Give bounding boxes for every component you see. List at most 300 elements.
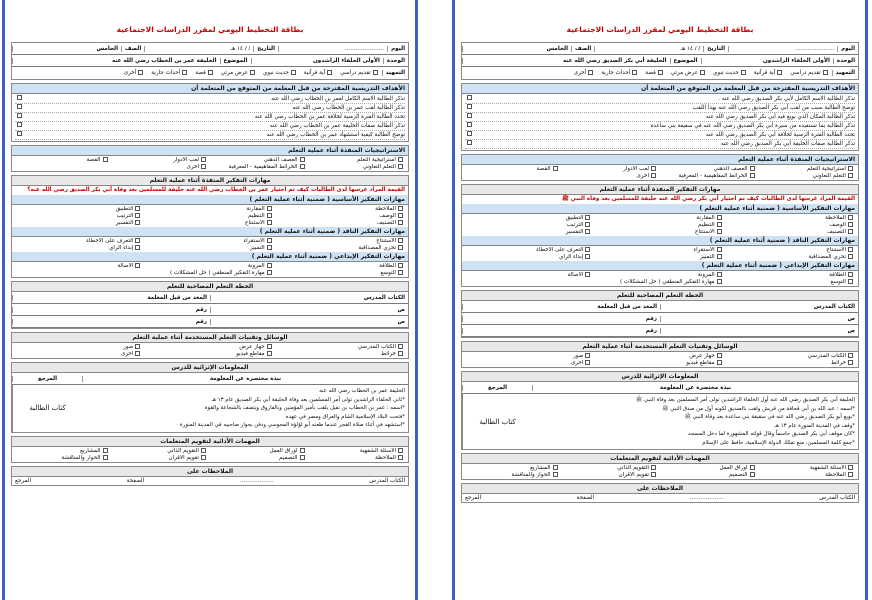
option-label: الطلاقة: [829, 272, 846, 278]
checkbox-icon[interactable]: [398, 164, 403, 169]
card-title: بطاقة التخطيط اليومي لمقرر الدراسات الاجتماعية: [116, 25, 304, 34]
checkbox-icon[interactable]: [138, 70, 143, 75]
option-label: التصميم: [729, 472, 748, 478]
option-item[interactable]: [596, 229, 723, 235]
option-item[interactable]: [790, 70, 829, 76]
checkbox-icon[interactable]: [267, 238, 272, 243]
assessment-options: [462, 464, 858, 479]
checkbox-icon[interactable]: [300, 455, 305, 460]
checkbox-icon[interactable]: [398, 270, 403, 275]
option-label: لعب الأدوار: [173, 157, 199, 163]
option-item[interactable]: [662, 472, 757, 478]
checkbox-icon[interactable]: [135, 245, 140, 250]
topic-value[interactable]: الخليفة أبي بكر الصديق رضي الله عنه: [462, 58, 670, 64]
option-item[interactable]: [278, 238, 405, 244]
option-item[interactable]: [15, 220, 142, 226]
page-ref[interactable]: ص: [660, 316, 858, 322]
option-item[interactable]: [761, 166, 856, 172]
option-item[interactable]: [15, 344, 142, 350]
option-item[interactable]: [671, 70, 707, 76]
number-ref[interactable]: رقم: [12, 319, 210, 325]
option-item[interactable]: [278, 245, 405, 251]
checkbox-icon[interactable]: [398, 220, 403, 225]
option-item[interactable]: [15, 448, 110, 454]
option-item[interactable]: [596, 272, 723, 278]
option-item[interactable]: [114, 455, 209, 461]
header-section: [461, 42, 859, 80]
checkbox-icon[interactable]: [848, 247, 853, 252]
option-item[interactable]: [761, 173, 856, 179]
option-item[interactable]: [278, 270, 405, 276]
checkbox-icon[interactable]: [398, 245, 403, 250]
option-item[interactable]: [761, 465, 856, 471]
checkbox-icon[interactable]: [300, 448, 305, 453]
checkbox-icon[interactable]: [823, 70, 828, 75]
checkbox-icon[interactable]: [267, 220, 272, 225]
notes-dots[interactable]: ...................: [689, 495, 724, 501]
option-item[interactable]: [728, 215, 855, 221]
unit-value[interactable]: الأولى الخلفاء الراشدون: [701, 58, 833, 64]
option-item[interactable]: [340, 70, 379, 76]
option-item[interactable]: [146, 351, 273, 357]
option-item[interactable]: [278, 220, 405, 226]
strategies-section: [461, 154, 859, 181]
date-label: التاريخ: [253, 46, 278, 52]
checkbox-icon[interactable]: [398, 455, 403, 460]
option-item[interactable]: [195, 70, 215, 76]
option-item[interactable]: [146, 206, 273, 212]
checkbox-icon[interactable]: [135, 238, 140, 243]
option-item[interactable]: [304, 70, 334, 76]
option-label: قصة: [645, 70, 656, 76]
checkbox-icon[interactable]: [717, 279, 722, 284]
checkbox-icon[interactable]: [848, 272, 853, 277]
option-label: الاستقراء: [243, 238, 265, 244]
objective-text: تذكر الطالبة صفات الخليفة عمر بن الخطاب رضي الله عنه: [269, 123, 405, 129]
strategies-options: [462, 165, 858, 180]
option-item[interactable]: [465, 247, 592, 253]
option-item[interactable]: [15, 245, 142, 251]
checkbox-icon[interactable]: [201, 455, 206, 460]
checkbox-icon[interactable]: [717, 272, 722, 277]
option-label: الاستنتاج: [694, 229, 715, 235]
option-label: صور: [123, 344, 134, 350]
option-item[interactable]: [564, 166, 659, 172]
option-item[interactable]: [728, 229, 855, 235]
accompanying-row: [462, 325, 858, 337]
checkbox-icon[interactable]: [750, 166, 755, 171]
unit-label: الوحدة: [833, 58, 858, 64]
critical-skills-title: مهارات التفكير الناقد ( ضمنية أثناء عملية التعلم ): [12, 227, 408, 237]
option-item[interactable]: [596, 215, 723, 221]
checkbox-icon[interactable]: [398, 206, 403, 211]
day-label: اليوم: [837, 46, 858, 52]
checkbox-icon[interactable]: [467, 140, 472, 145]
option-label: التمييز: [250, 245, 265, 251]
checkbox-icon[interactable]: [208, 70, 213, 75]
option-item[interactable]: [465, 272, 592, 278]
option-label: عرض مرئي: [670, 70, 699, 76]
thinking-title: مهارات التفكير المنفذة أثناء عملية التعلم: [462, 185, 858, 195]
critical-skills: [12, 237, 408, 252]
option-item[interactable]: [596, 279, 723, 285]
page-ref[interactable]: ص: [210, 319, 408, 325]
accompanying-rows: [462, 313, 858, 337]
option-label: الحوار والمناقشة: [511, 472, 551, 478]
checkbox-icon[interactable]: [300, 157, 305, 162]
option-label: الترتيب: [116, 213, 134, 219]
option-label: حديث نبوي: [263, 70, 289, 76]
checkbox-icon[interactable]: [135, 263, 140, 268]
option-item[interactable]: [212, 164, 307, 170]
checkbox-icon[interactable]: [267, 213, 272, 218]
option-label: التوسع: [380, 270, 396, 276]
option-item[interactable]: [564, 173, 659, 179]
critical-skills: [462, 246, 858, 261]
checkbox-icon[interactable]: [135, 220, 140, 225]
checkbox-icon[interactable]: [17, 131, 22, 136]
checkbox-icon[interactable]: [848, 254, 853, 259]
option-item[interactable]: [761, 472, 856, 478]
option-item[interactable]: [596, 353, 723, 359]
enrichment-body: [12, 385, 408, 432]
checkbox-icon[interactable]: [658, 70, 663, 75]
date-value[interactable]: / / ١٤ هـ: [144, 46, 253, 52]
option-item[interactable]: [465, 229, 592, 235]
checkbox-icon[interactable]: [632, 70, 637, 75]
option-item[interactable]: [728, 279, 855, 285]
checkbox-icon[interactable]: [467, 104, 472, 109]
checkbox-icon[interactable]: [135, 351, 140, 356]
page-ref[interactable]: ص: [210, 307, 408, 313]
option-item[interactable]: [662, 166, 757, 172]
value-question: القيمة المراد غرسها لدى الطالبات كيف تم اختيار أبي بكر رضي الله عنه خليفة للمسلمين بعد وفاة النبي ﷺ: [561, 196, 855, 202]
option-item[interactable]: [15, 351, 142, 357]
checkbox-icon[interactable]: [585, 247, 590, 252]
checkbox-icon[interactable]: [585, 254, 590, 259]
option-label: حديث نبوي: [713, 70, 739, 76]
option-label: جهاز عرض: [689, 353, 715, 359]
option-label: الأصالة: [567, 272, 584, 278]
option-item[interactable]: [278, 351, 405, 357]
checkbox-icon[interactable]: [553, 472, 558, 477]
option-item[interactable]: [311, 455, 406, 461]
checkbox-icon[interactable]: [467, 122, 472, 127]
checkbox-icon[interactable]: [17, 122, 22, 127]
option-item[interactable]: [263, 70, 298, 76]
option-label: التصنيف: [827, 229, 846, 235]
unit-value[interactable]: الأولى الخلفاء الراشدون: [251, 58, 383, 64]
thinking-section: [461, 184, 859, 287]
checkbox-icon[interactable]: [135, 206, 140, 211]
checkbox-icon[interactable]: [398, 157, 403, 162]
day-value[interactable]: ......................: [728, 46, 837, 52]
checkbox-icon[interactable]: [700, 70, 705, 75]
accompanying-cols: [12, 292, 408, 304]
option-item[interactable]: [596, 247, 723, 253]
option-item[interactable]: [465, 222, 592, 228]
option-item[interactable]: [114, 157, 209, 163]
checkbox-icon[interactable]: [398, 263, 403, 268]
checkbox-icon[interactable]: [267, 351, 272, 356]
checkbox-icon[interactable]: [267, 245, 272, 250]
checkbox-icon[interactable]: [103, 448, 108, 453]
option-item[interactable]: [146, 245, 273, 251]
checkbox-icon[interactable]: [717, 247, 722, 252]
checkbox-icon[interactable]: [17, 95, 22, 100]
checkbox-icon[interactable]: [848, 279, 853, 284]
page-ref[interactable]: ص: [660, 328, 858, 334]
topic-value[interactable]: الخليفة عمر بن الخطاب رضي الله عنه: [12, 58, 220, 64]
checkbox-icon[interactable]: [585, 360, 590, 365]
checkbox-icon[interactable]: [848, 215, 853, 220]
accompanying-col1: الكتاب المدرس: [210, 295, 408, 301]
option-item[interactable]: [596, 360, 723, 366]
option-item[interactable]: [465, 353, 592, 359]
option-item[interactable]: [146, 213, 273, 219]
option-item[interactable]: [146, 238, 273, 244]
assessment-section: [11, 436, 409, 463]
option-item[interactable]: [311, 157, 406, 163]
checkbox-icon[interactable]: [717, 229, 722, 234]
option-item[interactable]: [465, 254, 592, 260]
tools-options: [462, 352, 858, 367]
option-label: الخرائط المفاهيمية - المعرفية: [228, 164, 298, 170]
notes-row: [462, 494, 858, 502]
checkbox-icon[interactable]: [398, 351, 403, 356]
option-item[interactable]: [151, 70, 189, 76]
checkbox-icon[interactable]: [398, 238, 403, 243]
option-item[interactable]: [124, 70, 145, 76]
option-label: جهاز عرض: [239, 344, 265, 350]
option-item[interactable]: [15, 213, 142, 219]
notes-page-label: الصفحة: [126, 477, 145, 484]
header-row-2: [12, 55, 408, 67]
option-item[interactable]: [574, 70, 595, 76]
option-item[interactable]: [146, 344, 273, 350]
objective-item: [15, 122, 405, 131]
enrichment-line: *وقف في المدينة المنورة عام ١٣ هـ: [774, 422, 855, 429]
checkbox-icon[interactable]: [135, 213, 140, 218]
option-item[interactable]: [754, 70, 784, 76]
option-item[interactable]: [146, 270, 273, 276]
option-item[interactable]: [728, 272, 855, 278]
option-item[interactable]: [15, 157, 110, 163]
checkbox-icon[interactable]: [267, 206, 272, 211]
option-item[interactable]: [15, 263, 142, 269]
checkbox-icon[interactable]: [182, 70, 187, 75]
enrichment-title: المعلومات الإثرائية للدرس: [12, 363, 408, 373]
option-item[interactable]: [114, 164, 209, 170]
objective-item: [465, 95, 855, 104]
checkbox-icon[interactable]: [717, 215, 722, 220]
checkbox-icon[interactable]: [651, 166, 656, 171]
checkbox-icon[interactable]: [373, 70, 378, 75]
option-item[interactable]: [564, 472, 659, 478]
notes-page-label: الصفحة: [576, 495, 595, 501]
checkbox-icon[interactable]: [848, 465, 853, 470]
checkbox-icon[interactable]: [585, 215, 590, 220]
option-label: تحري المصداقية: [358, 245, 396, 251]
tools-title: الوسائل وتقنيات التعلم المستخدمة أثناء عملية التعلم: [12, 333, 408, 343]
option-item[interactable]: [278, 213, 405, 219]
checkbox-icon[interactable]: [848, 229, 853, 234]
checkbox-icon[interactable]: [398, 344, 403, 349]
checkbox-icon[interactable]: [741, 70, 746, 75]
option-item[interactable]: [662, 465, 757, 471]
assessment-options: [12, 447, 408, 462]
option-item[interactable]: [662, 173, 757, 179]
notes-dots[interactable]: ...................: [239, 477, 274, 484]
option-item[interactable]: [212, 157, 307, 163]
checkbox-icon[interactable]: [750, 465, 755, 470]
accompanying-section: [461, 290, 859, 338]
checkbox-icon[interactable]: [717, 353, 722, 358]
checkbox-icon[interactable]: [17, 113, 22, 118]
option-item[interactable]: [465, 472, 560, 478]
checkbox-icon[interactable]: [848, 360, 853, 365]
checkbox-icon[interactable]: [848, 166, 853, 171]
option-item[interactable]: [311, 448, 406, 454]
checkbox-icon[interactable]: [651, 472, 656, 477]
date-label: التاريخ: [703, 46, 728, 52]
option-item[interactable]: [728, 254, 855, 260]
date-value[interactable]: / / ١٤ هـ: [594, 46, 703, 52]
grade-value[interactable]: الخامس: [12, 46, 121, 52]
objective-text: توضح الطالبة كيفية استشهاد عمر بن الخطاب رضي الله عنه: [266, 132, 405, 138]
checkbox-icon[interactable]: [717, 222, 722, 227]
option-item[interactable]: [713, 70, 748, 76]
checkbox-icon[interactable]: [717, 254, 722, 259]
checkbox-icon[interactable]: [750, 173, 755, 178]
checkbox-icon[interactable]: [553, 166, 558, 171]
checkbox-icon[interactable]: [103, 157, 108, 162]
checkbox-icon[interactable]: [750, 472, 755, 477]
number-ref[interactable]: رقم: [12, 307, 210, 313]
option-item[interactable]: [465, 215, 592, 221]
checkbox-icon[interactable]: [588, 70, 593, 75]
option-label: التنظيم: [698, 222, 715, 228]
checkbox-icon[interactable]: [267, 263, 272, 268]
option-item[interactable]: [146, 263, 273, 269]
checkbox-icon[interactable]: [291, 70, 296, 75]
option-item[interactable]: [465, 360, 592, 366]
option-item[interactable]: [645, 70, 665, 76]
checkbox-icon[interactable]: [201, 164, 206, 169]
number-ref[interactable]: رقم: [462, 316, 660, 322]
notes-section: [11, 466, 409, 486]
accompanying-section: [11, 281, 409, 329]
checkbox-icon[interactable]: [327, 70, 332, 75]
option-item[interactable]: [728, 222, 855, 228]
option-label: تحري المصداقية: [808, 254, 846, 260]
accompanying-col2: المعد من قبل المعلمة: [462, 304, 660, 310]
option-item[interactable]: [601, 70, 639, 76]
enrichment-line: الخليفة عمر بن الخطاب رضي الله عنه: [319, 388, 405, 394]
option-item[interactable]: [15, 455, 110, 461]
objective-item: [465, 113, 855, 122]
checkbox-icon[interactable]: [17, 104, 22, 109]
option-label: التفسير: [115, 220, 134, 226]
checkbox-icon[interactable]: [717, 360, 722, 365]
option-label: أخرى: [186, 164, 199, 170]
option-item[interactable]: [596, 222, 723, 228]
checkbox-icon[interactable]: [585, 353, 590, 358]
checkbox-icon[interactable]: [201, 157, 206, 162]
option-label: التعلم التعاوني: [362, 164, 396, 170]
option-label: الوصف: [379, 213, 396, 219]
option-item[interactable]: [212, 448, 307, 454]
option-item[interactable]: [596, 254, 723, 260]
option-item[interactable]: [212, 455, 307, 461]
checkbox-icon[interactable]: [585, 229, 590, 234]
enrichment-lines: [82, 385, 408, 432]
checkbox-icon[interactable]: [250, 70, 255, 75]
checkbox-icon[interactable]: [398, 448, 403, 453]
notes-teacher-label: الكتاب المدرس: [819, 495, 855, 501]
checkbox-icon[interactable]: [777, 70, 782, 75]
checkbox-icon[interactable]: [651, 465, 656, 470]
grade-value[interactable]: الخامس: [462, 46, 571, 52]
checkbox-icon[interactable]: [585, 222, 590, 227]
checkbox-icon[interactable]: [848, 173, 853, 178]
day-value[interactable]: ......................: [278, 46, 387, 52]
checkbox-icon[interactable]: [103, 455, 108, 460]
option-label: أخرى: [120, 351, 134, 357]
option-item[interactable]: [465, 166, 560, 172]
checkbox-icon[interactable]: [467, 131, 472, 136]
option-item[interactable]: [311, 164, 406, 170]
checkbox-icon[interactable]: [267, 270, 272, 275]
option-item[interactable]: [278, 263, 405, 269]
option-item[interactable]: [278, 206, 405, 212]
option-item[interactable]: [564, 465, 659, 471]
option-item[interactable]: [221, 70, 257, 76]
checkbox-icon[interactable]: [848, 472, 853, 477]
option-item[interactable]: [114, 448, 209, 454]
option-item[interactable]: [728, 353, 855, 359]
header-row-1: [462, 43, 858, 55]
enrichment-ref-title: المرجع: [12, 376, 82, 382]
option-label: التقويم الذاتي: [617, 465, 649, 471]
checkbox-icon[interactable]: [300, 164, 305, 169]
option-item[interactable]: [465, 465, 560, 471]
option-item[interactable]: [146, 220, 273, 226]
checkbox-icon[interactable]: [201, 448, 206, 453]
option-item[interactable]: [728, 360, 855, 366]
checkbox-icon[interactable]: [585, 272, 590, 277]
checkbox-icon[interactable]: [848, 353, 853, 358]
option-label: إبداء الرأي: [109, 245, 134, 251]
checkbox-icon[interactable]: [467, 113, 472, 118]
option-label: خرائط: [831, 360, 846, 366]
checkbox-icon[interactable]: [467, 95, 472, 100]
checkbox-icon[interactable]: [848, 222, 853, 227]
header-section: [11, 42, 409, 80]
accompanying-row: [462, 313, 858, 325]
option-item[interactable]: [278, 344, 405, 350]
option-item[interactable]: [15, 206, 142, 212]
checkbox-icon[interactable]: [553, 465, 558, 470]
option-item[interactable]: [15, 238, 142, 244]
checkbox-icon[interactable]: [135, 344, 140, 349]
checkbox-icon[interactable]: [398, 213, 403, 218]
number-ref[interactable]: رقم: [462, 328, 660, 334]
option-item[interactable]: [728, 247, 855, 253]
option-label: آية قرآنية: [753, 70, 776, 76]
checkbox-icon[interactable]: [267, 344, 272, 349]
checkbox-icon[interactable]: [651, 173, 656, 178]
